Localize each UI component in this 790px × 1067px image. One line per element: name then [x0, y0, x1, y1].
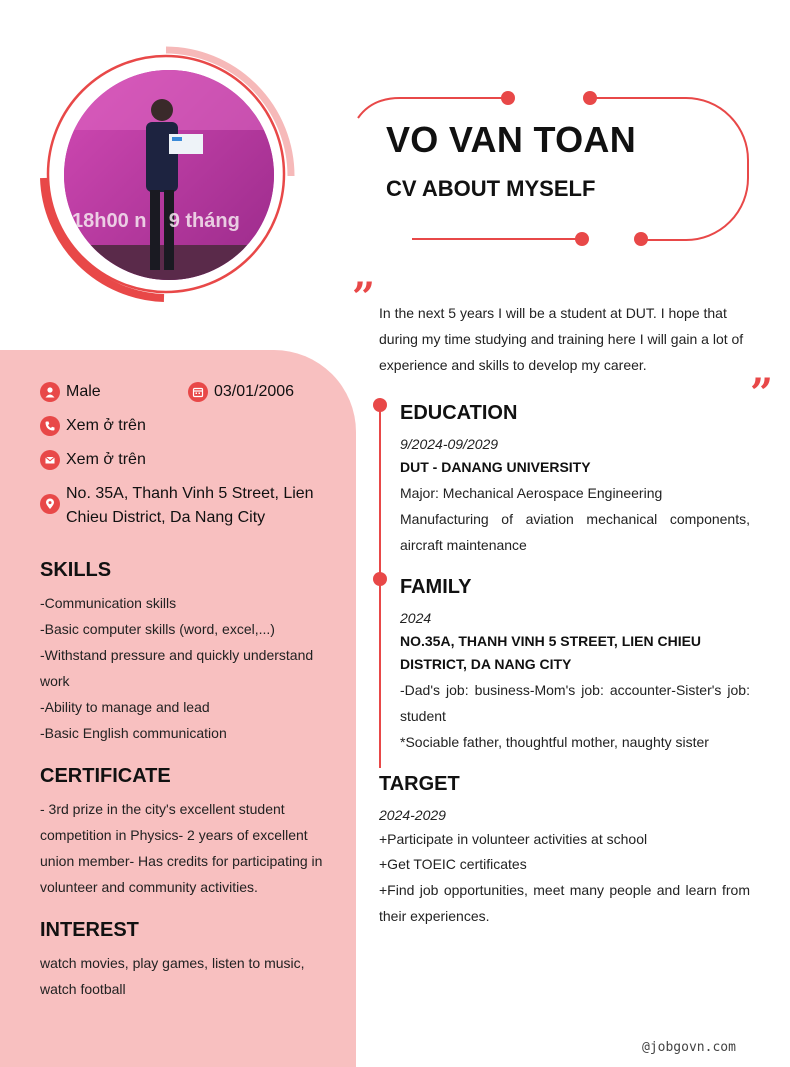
family-title: FAMILY	[400, 576, 472, 598]
education-date: 9/2024-09/2029	[400, 436, 499, 452]
skills-title: SKILLS	[40, 559, 112, 581]
skill-item: -Basic English communication	[40, 725, 227, 741]
contact-address	[40, 482, 330, 530]
target-title: TARGET	[379, 773, 460, 795]
profile-photo	[64, 70, 274, 280]
certificate-text: - 3rd prize in the city's excellent student competition in Physics- 2 years of excellent union member- Has credits for participating in volunteer and community activities.	[40, 801, 323, 895]
family-date: 2024	[400, 610, 432, 626]
contact-email	[40, 448, 146, 472]
calendar-icon	[188, 382, 208, 402]
skill-item: -Withstand pressure and quickly understand work	[40, 647, 314, 689]
education-title: EDUCATION	[400, 402, 518, 424]
phone-icon	[40, 416, 60, 436]
family-note: *Sociable father, thoughtful mother, naughty sister	[400, 734, 709, 750]
mail-icon	[40, 450, 60, 470]
avatar	[36, 46, 296, 306]
email-value: Xem ở trên	[66, 451, 146, 468]
education-major: Major: Mechanical Aerospace Engineering	[400, 485, 663, 501]
family-address: NO.35A, THANH VINH 5 STREET, LIEN CHIEU DISTRICT, DA NANG CITY	[400, 633, 702, 672]
family-jobs: -Dad's job: business-Mom's job: accounter-Sister's job: student	[400, 682, 750, 724]
location-icon	[40, 494, 60, 514]
skill-item: -Basic computer skills (word, excel,...)	[40, 621, 275, 637]
target-block	[379, 803, 750, 929]
interest-text: watch movies, play games, listen to music, watch football	[40, 955, 305, 997]
timeline-line	[379, 404, 381, 768]
phone-value: Xem ở trên	[66, 417, 146, 434]
education-detail: Manufacturing of aviation mechanical components, aircraft maintenance	[400, 511, 750, 553]
full-name: VO VAN TOAN	[386, 119, 636, 160]
address-value: No. 35A, Thanh Vinh 5 Street, Lien Chieu District, Da Nang City	[66, 485, 314, 526]
contact-birthdate	[188, 380, 294, 404]
cv-subtitle: CV ABOUT MYSELF	[386, 176, 596, 201]
person-icon	[40, 382, 60, 402]
watermark: @jobgovn.com	[642, 1040, 736, 1055]
interest-title: INTEREST	[40, 919, 139, 941]
skill-item: -Communication skills	[40, 595, 177, 611]
certificate-title: CERTIFICATE	[40, 765, 171, 787]
education-school: DUT - DANANG UNIVERSITY	[400, 459, 591, 475]
target-item: +Get TOEIC certificates	[379, 856, 527, 872]
family-block	[400, 606, 750, 755]
contact-gender	[40, 380, 101, 404]
header-frame	[356, 88, 756, 250]
quote-close-icon: ”	[750, 370, 774, 417]
target-item: +Participate in volunteer activities at school	[379, 831, 648, 847]
contact-phone	[40, 414, 146, 438]
target-date: 2024-2029	[379, 807, 446, 823]
photo-banner-text: 18h00 n 9 tháng	[72, 210, 240, 232]
timeline-dot	[373, 398, 387, 412]
education-block	[400, 432, 750, 558]
quote-open-icon: ”	[352, 274, 376, 321]
intro-text: In the next 5 years I will be a student at DUT. I hope that during my time studying and training here I will gain a lot of experience and skills to develop my career.	[379, 305, 744, 373]
skills-list	[40, 590, 330, 746]
gender-value: Male	[66, 383, 101, 400]
timeline-dot	[373, 572, 387, 586]
target-item: +Find job opportunities, meet many people and learn from their experiences.	[379, 882, 750, 924]
birthdate-value: 03/01/2006	[214, 383, 295, 400]
skill-item: -Ability to manage and lead	[40, 699, 210, 715]
